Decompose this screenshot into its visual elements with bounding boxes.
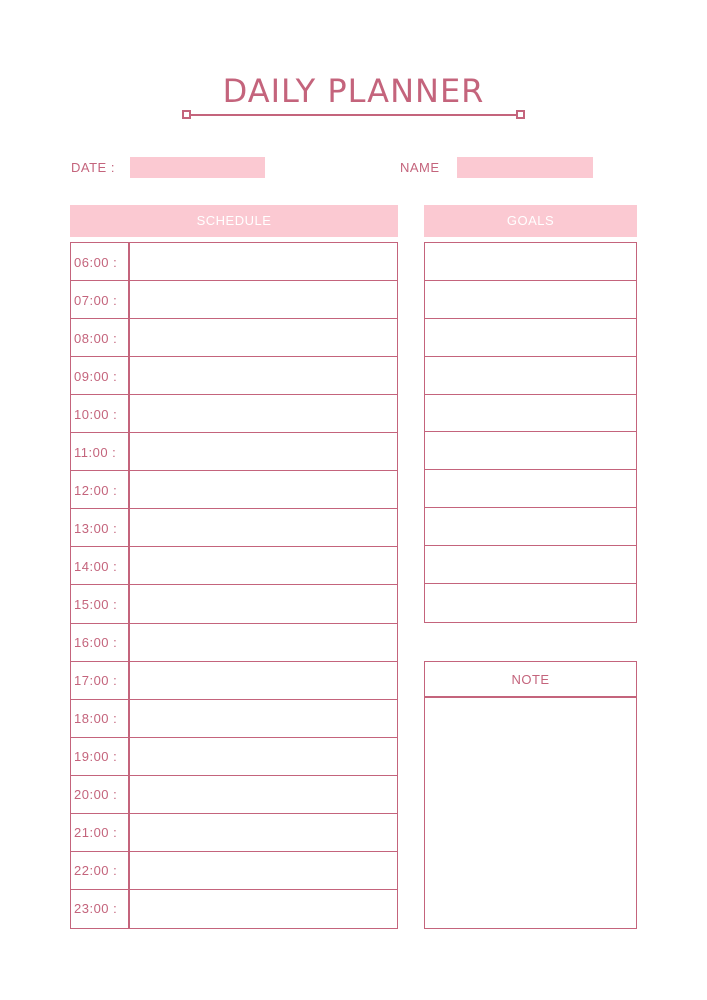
schedule-heading: SCHEDULE [70,205,398,237]
time-label: 22:00 : [74,863,118,879]
page-title: DAILY PLANNER [222,72,485,110]
time-label: 06:00 : [74,254,118,270]
goal-line[interactable] [425,584,636,622]
time-label: 19:00 : [74,749,118,765]
schedule-row[interactable] [71,547,397,585]
time-label: 09:00 : [74,368,118,384]
title-underline [186,114,520,116]
date-label: DATE : [71,160,115,175]
goal-line[interactable] [425,243,636,281]
time-label: 21:00 : [74,825,118,841]
underline-cap-left [182,110,191,119]
underline-cap-right [516,110,525,119]
name-label: NAME [400,160,440,175]
time-label: 13:00 : [74,520,118,536]
schedule-row[interactable] [71,624,397,662]
time-label: 15:00 : [74,597,118,613]
goals-list [424,242,637,623]
goal-line[interactable] [425,546,636,584]
schedule-row[interactable] [71,471,397,509]
schedule-row[interactable] [71,738,397,776]
time-label: 08:00 : [74,330,118,346]
goal-line[interactable] [425,508,636,546]
schedule-row[interactable] [71,586,397,624]
goals-heading: GOALS [424,205,637,237]
schedule-row[interactable] [71,700,397,738]
schedule-row[interactable] [71,814,397,852]
time-label: 20:00 : [74,787,118,803]
date-field[interactable] [130,157,265,178]
time-label: 12:00 : [74,482,118,498]
time-label: 07:00 : [74,292,118,308]
note-area[interactable] [425,698,636,928]
name-field[interactable] [457,157,593,178]
time-label: 14:00 : [74,558,118,574]
goal-line[interactable] [425,281,636,319]
schedule-row[interactable] [71,776,397,814]
time-label: 16:00 : [74,635,118,651]
schedule-row[interactable] [71,281,397,319]
goal-line[interactable] [425,319,636,357]
time-label: 11:00 : [74,444,117,460]
schedule-grid [70,242,398,929]
schedule-row[interactable] [71,662,397,700]
note-box [424,661,637,929]
time-label: 18:00 : [74,711,118,727]
schedule-row[interactable] [71,243,397,281]
schedule-row[interactable] [71,852,397,890]
schedule-row[interactable] [71,509,397,547]
time-label: 17:00 : [74,673,118,689]
time-label: 10:00 : [74,406,118,422]
schedule-row[interactable] [71,319,397,357]
note-heading: NOTE [425,662,636,698]
schedule-row[interactable] [71,433,397,471]
goal-line[interactable] [425,470,636,508]
schedule-row[interactable] [71,357,397,395]
goal-line[interactable] [425,433,636,471]
goal-line[interactable] [425,357,636,395]
schedule-row[interactable] [71,395,397,433]
time-label: 23:00 : [74,901,118,917]
schedule-row[interactable] [71,890,397,928]
goal-line[interactable] [425,395,636,433]
